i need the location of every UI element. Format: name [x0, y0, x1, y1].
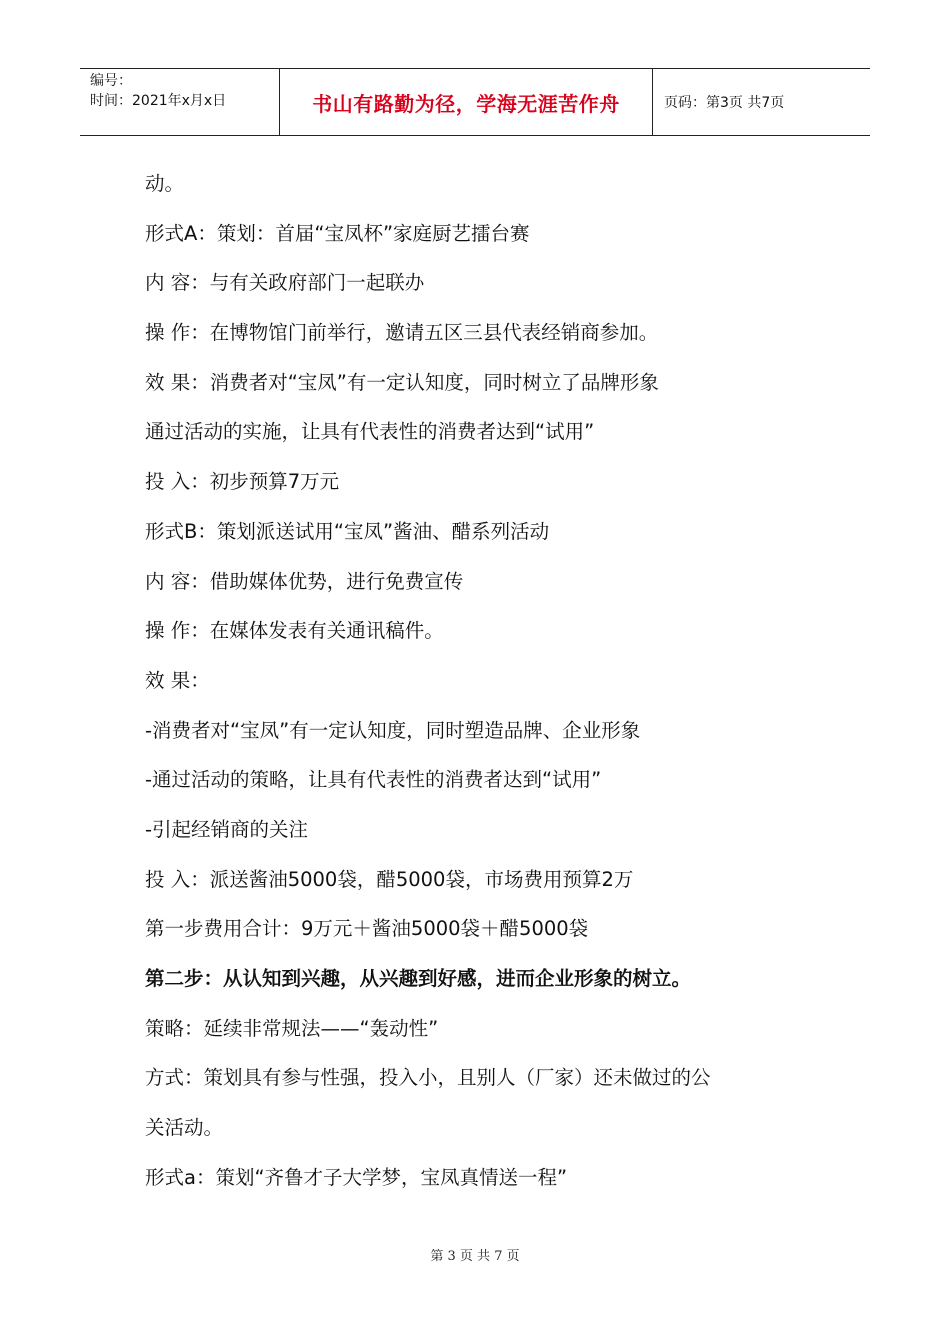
body-line: 形式A：策划：首届“宝凤杯”家庭厨艺擂台赛 — [145, 221, 530, 245]
body-line: 投 入：初步预算7万元 — [145, 470, 340, 494]
body-line: 操 作：在媒体发表有关通讯稿件。 — [145, 619, 444, 643]
body-line: 动。 — [145, 172, 185, 195]
body-line: 方式：策划具有参与性强，投入小，且别人（厂家）还未做过的公 — [145, 1066, 711, 1090]
body-line: -消费者对“宝凤”有一定认知度，同时塑造品牌、企业形象 — [145, 718, 641, 742]
body-line: 通过活动的实施，让具有代表性的消费者达到“试用” — [145, 420, 595, 444]
document-number-label: 编号： — [90, 73, 132, 89]
body-line: 投 入：派送酱油5000袋，醋5000袋，市场费用预算2万 — [145, 867, 634, 891]
body-line: 内 容：借助媒体优势，进行免费宣传 — [145, 569, 464, 593]
body-line: 策略：延续非常规法——“轰动性” — [145, 1016, 439, 1040]
body-line: 内 容：与有关政府部门一起联办 — [145, 271, 425, 295]
page-footer: 第 3 页 共 7 页 — [430, 1249, 520, 1264]
header-page-info: 页码：第3页 共7页 — [664, 95, 785, 111]
body-line: 关活动。 — [145, 1116, 224, 1140]
body-line: 形式B：策划派送试用“宝凤”酱油、醋系列活动 — [145, 519, 550, 543]
body-line: 形式a：策划“齐鲁才子大学梦，宝凤真情送一程” — [145, 1165, 568, 1189]
document-body — [145, 168, 825, 1211]
section-heading: 第二步：从认知到兴趣，从兴趣到好感，进而企业形象的树立。 — [145, 967, 692, 990]
body-line: -通过活动的策略，让具有代表性的消费者达到“试用” — [145, 768, 602, 792]
body-line: -引起经销商的关注 — [145, 817, 309, 841]
body-line: 操 作：在博物馆门前举行，邀请五区三县代表经销商参加。 — [145, 321, 659, 345]
body-line: 第一步费用合计：9万元＋酱油5000袋＋醋5000袋 — [145, 917, 589, 941]
header-meta — [80, 69, 280, 135]
body-line: 效 果：消费者对“宝凤”有一定认知度，同时树立了品牌形象 — [145, 370, 659, 394]
body-line: 效 果： — [145, 668, 210, 692]
page-header — [80, 68, 870, 136]
document-date-label: 时间：2021年x月x日 — [90, 93, 227, 109]
header-slogan: 书山有路勤为径，学海无涯苦作舟 — [280, 69, 653, 135]
